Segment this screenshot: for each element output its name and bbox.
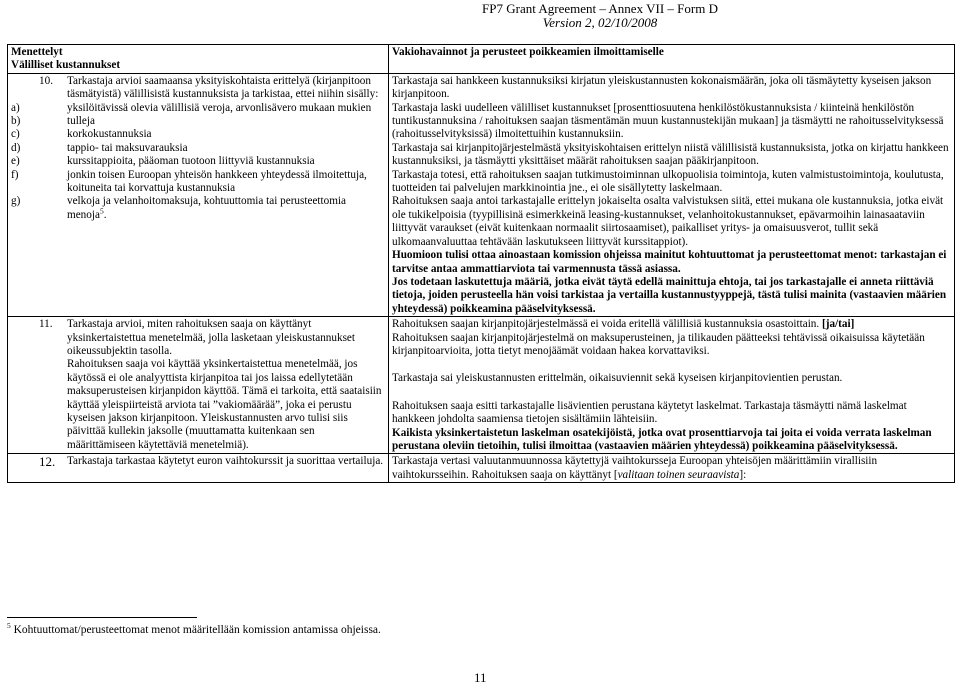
finding-paragraph: Rahoituksen saaja esitti tarkastajalle lisävientien perustana käytetyt laskelmat. Tarkastaja täsmäytti nämä laskelmat hankkeen johdolta saamiensa tietojen sisältämiin lähteisiin. bbox=[392, 399, 907, 426]
col-header-findings: Vakiohavainnot ja perusteet poikkeamien ilmoittamiselle bbox=[389, 45, 955, 74]
page-number: 11 bbox=[474, 670, 487, 685]
finding-text-end: ]: bbox=[739, 468, 747, 481]
row11-number: 11. bbox=[39, 318, 53, 331]
row10-procedure-cell bbox=[8, 73, 389, 316]
finding-paragraph bbox=[392, 455, 951, 482]
row11-findings-cell bbox=[389, 317, 955, 454]
header-title: FP7 Grant Agreement – Annex VII – Form D bbox=[482, 1, 718, 16]
row12-number: 12. bbox=[39, 454, 56, 470]
col1-header-text: Menettelyt bbox=[11, 46, 63, 58]
row10-findings-cell bbox=[389, 73, 955, 316]
col-header-procedures bbox=[8, 45, 389, 74]
spacer bbox=[392, 358, 951, 372]
footnote-divider bbox=[7, 617, 197, 618]
row12-findings-cell bbox=[389, 454, 955, 483]
footnote-text: Kohtuuttomat/perusteettomat menot määritellään komission antamissa ohjeissa. bbox=[13, 624, 381, 636]
row11-paragraph: Rahoituksen saaja voi käyttää yksinkertaistettua menetelmää, jos käytössä ei ole analyyttista kirjanpitoa tai jos laissa edellytetään maksuperusteisen kirjanpidon käyttöä. Tämä ei tarkoita, että saataisiin käyttää yleispiirteistä arviota tai ”vakiomäärää”, joka ei perustu kyseisen jakson kirjanpitoon. Yleiskustannusten arvo tulisi siis päivittää kullekin jaksolle (muuttamatta kuitenkaan sen määrittämiseen käytettäviä menetelmiä). bbox=[67, 358, 382, 451]
audit-procedures-table bbox=[7, 44, 955, 483]
list-item-label: b) bbox=[11, 115, 21, 128]
table-row-12 bbox=[8, 454, 955, 483]
table-row-11 bbox=[8, 317, 955, 454]
finding-paragraph: Tarkastaja sai hankkeen kustannuksiksi kirjatun yleiskustannusten kokonaismäärän, joka oli täsmäytetty kyseisen jakson kirjanpitoon. bbox=[392, 74, 932, 101]
row10-number: 10. bbox=[39, 74, 53, 87]
list-item bbox=[11, 155, 385, 168]
list-item-label: f) bbox=[11, 168, 19, 181]
list-item-text: yksilöitävissä olevia välillisiä veroja, arvonlisävero mukaan mukien bbox=[67, 101, 372, 114]
row10-intro bbox=[11, 75, 385, 102]
table-header-row bbox=[8, 45, 955, 74]
finding-text: Tarkastaja vertasi valuutanmuunnossa käytettyjä vaihtokursseja Euroopan yhteisöjen määrittämiin virallisiin vaihtokursseihin. Rahoituksen saaja on käyttänyt [ bbox=[392, 455, 878, 481]
list-item bbox=[11, 115, 385, 128]
list-item-text: kurssitappioita, pääoman tuotoon liittyviä kustannuksia bbox=[67, 155, 315, 168]
row11-item bbox=[11, 318, 385, 452]
list-item-label: c) bbox=[11, 128, 20, 141]
list-item: g) velkoja ja velanhoitomaksuja, kohtuuttomia tai perusteettomia menoja$^5$. bbox=[11, 195, 346, 221]
list-item bbox=[11, 142, 385, 155]
finding-paragraph: Tarkastaja sai kirjanpitojärjestelmästä yksityiskohtaisen erittelyn niistä välillisistä kustannuksista, jotka on kirjattu hankkeen kustannuksiksi, ja täsmäytti yksittäiset määrät rahoituksen saajan pääkirjanpitoon. bbox=[392, 141, 949, 168]
list-item-text: velkoja ja velanhoitomaksuja, kohtuuttomia tai perusteettomia menoja bbox=[67, 195, 346, 221]
list-item-label: a) bbox=[11, 101, 20, 114]
spacer bbox=[392, 386, 951, 400]
footnote bbox=[7, 621, 381, 636]
bold-note: Huomioon tulisi ottaa ainoastaan komission ohjeissa mainitut kohtuuttomat ja perusteettomat menot: tarkastajan ei tarvitse antaa ammattiarviota tai varmennusta tässä asiassa. bbox=[392, 249, 947, 275]
finding-paragraph: Rahoituksen saaja antoi tarkastajalle erittelyn jokaiselta osalta valvistuksen siitä, ettei mukana ole kustannuksia, jotka eivät ole tukikelpoisia (tyypillisinä esimerkkeinä leasing-kustannukset, velanhoitokustannukset, epävarmoihin lainasaataviin liittyvät varaukset (eivät kuitenkaan normaalit siirtosaamiset), paikalliset yritys- ja omaisuusverot, tullit sekä ulkomaanvaluuttaa tehtävään laskutukseen liittyvät kurssitappiot). bbox=[392, 195, 944, 248]
list-item-label: e) bbox=[11, 155, 20, 168]
list-item-text: jonkin toisen Euroopan yhteisön hankkeen yhteydessä ilmoitettuja, koituneita tai korvattuja kustannuksia bbox=[67, 168, 367, 195]
bold-note: Kaikista yksinkertaistetun laskelman osatekijöistä, jotka ovat prosenttiarvoja tai joita ei voida verrata laskelman perustana oleviin tietoihin, tulisi ilmoittaa (vastaavien määrien yhteydessä) poikkeamina pääselvityksessä. bbox=[392, 426, 932, 452]
row12-text: Tarkastaja tarkastaa käytetyt euron vaihtokurssit ja suorittaa vertailuja. bbox=[67, 455, 384, 468]
finding-bold-text: [ja/tai] bbox=[822, 318, 855, 331]
header-version: Version 2, 02/10/2008 bbox=[542, 15, 658, 30]
footnote-ref[interactable]: 5 bbox=[99, 206, 104, 216]
page-header bbox=[340, 2, 860, 30]
finding-paragraph: Tarkastaja sai yleiskustannusten erittelmän, oikaisuviennit sekä kyseisen kirjanpitovientien perustan. bbox=[392, 372, 843, 385]
table-row-10 bbox=[8, 73, 955, 316]
list-item-label: d) bbox=[11, 141, 21, 154]
finding-paragraph bbox=[392, 318, 951, 331]
list-item-label: g) bbox=[11, 195, 21, 208]
row12-procedure-cell bbox=[8, 454, 389, 483]
footnote-number: 5 bbox=[7, 621, 11, 631]
bold-note: Jos todetaan laskutettuja määriä, jotka eivät täytä edellä mainittuja ehtoja, tai jos tarkastajalle ei anneta riittäviä tietoja, joiden perusteella hän voisi tarkistaa ja vertailla kustannustyyppejä, tästä tulisi mainita (vastaavien määrien yhteydessä) poikkeamina pääselvityksessä. bbox=[392, 275, 947, 315]
row12-item bbox=[11, 455, 385, 468]
row11-paragraph: Tarkastaja arvioi, miten rahoituksen saaja on käyttänyt yksinkertaistettua menetelmää, jolla lasketaan yleiskustannukset oikeussubjektin tasolla. bbox=[67, 318, 355, 357]
list-item bbox=[11, 102, 385, 115]
finding-text: Rahoituksen saajan kirjanpitojärjestelmässä ei voida eritellä välillisiä kustannuksia osastoittain. bbox=[392, 318, 822, 331]
list-item bbox=[11, 169, 385, 196]
list-item-text: tappio- tai maksuvarauksia bbox=[67, 141, 188, 154]
list-item bbox=[11, 128, 385, 141]
finding-paragraph: Rahoituksen saajan kirjanpitojärjestelmä on maksuperusteinen, ja tilikauden päätteeksi tehtävissä oikaisuissa käytetään kirjanpitoarvioita, jotta tietyt menojäämät voidaan hakea korvattaviksi. bbox=[392, 331, 925, 357]
list-item-text: tulleja bbox=[67, 115, 95, 128]
section-title: Välilliset kustannukset bbox=[11, 59, 121, 72]
row11-procedure-cell bbox=[8, 317, 389, 454]
finding-paragraph: Tarkastaja totesi, että rahoituksen saajan tutkimustoiminnan ulkopuolisia toimintoja, kuten valmistustoimintoja, koulutusta, tuotteiden tai palvelujen markkinointia jne., ei ole sisällytetty laskelmaan. bbox=[392, 168, 944, 195]
finding-italic-text: valitaan toinen seuraavista bbox=[617, 468, 740, 481]
list-item-text: korkokustannuksia bbox=[67, 128, 152, 141]
row10-intro-text: Tarkastaja arvioi saamaansa yksityiskohtaista erittelyä (kirjanpitoon täsmätyistä) välillisistä kustannuksista ja tarkistaa, ettei niihin sisälly: bbox=[67, 74, 379, 101]
finding-paragraph: Tarkastaja laski uudelleen välilliset kustannukset [prosenttiosuutena henkilöstökustannuksista / kiinteinä henkilöstön tuntikustannuksina / rahoituksen saajan täsmentämän muun kustannustekijän mukaan] ja täsmäytti ne rahoitusselvityksessä (rahoitusselvityksissä) ilmoitettuihin kustannuksiin. bbox=[392, 101, 944, 141]
